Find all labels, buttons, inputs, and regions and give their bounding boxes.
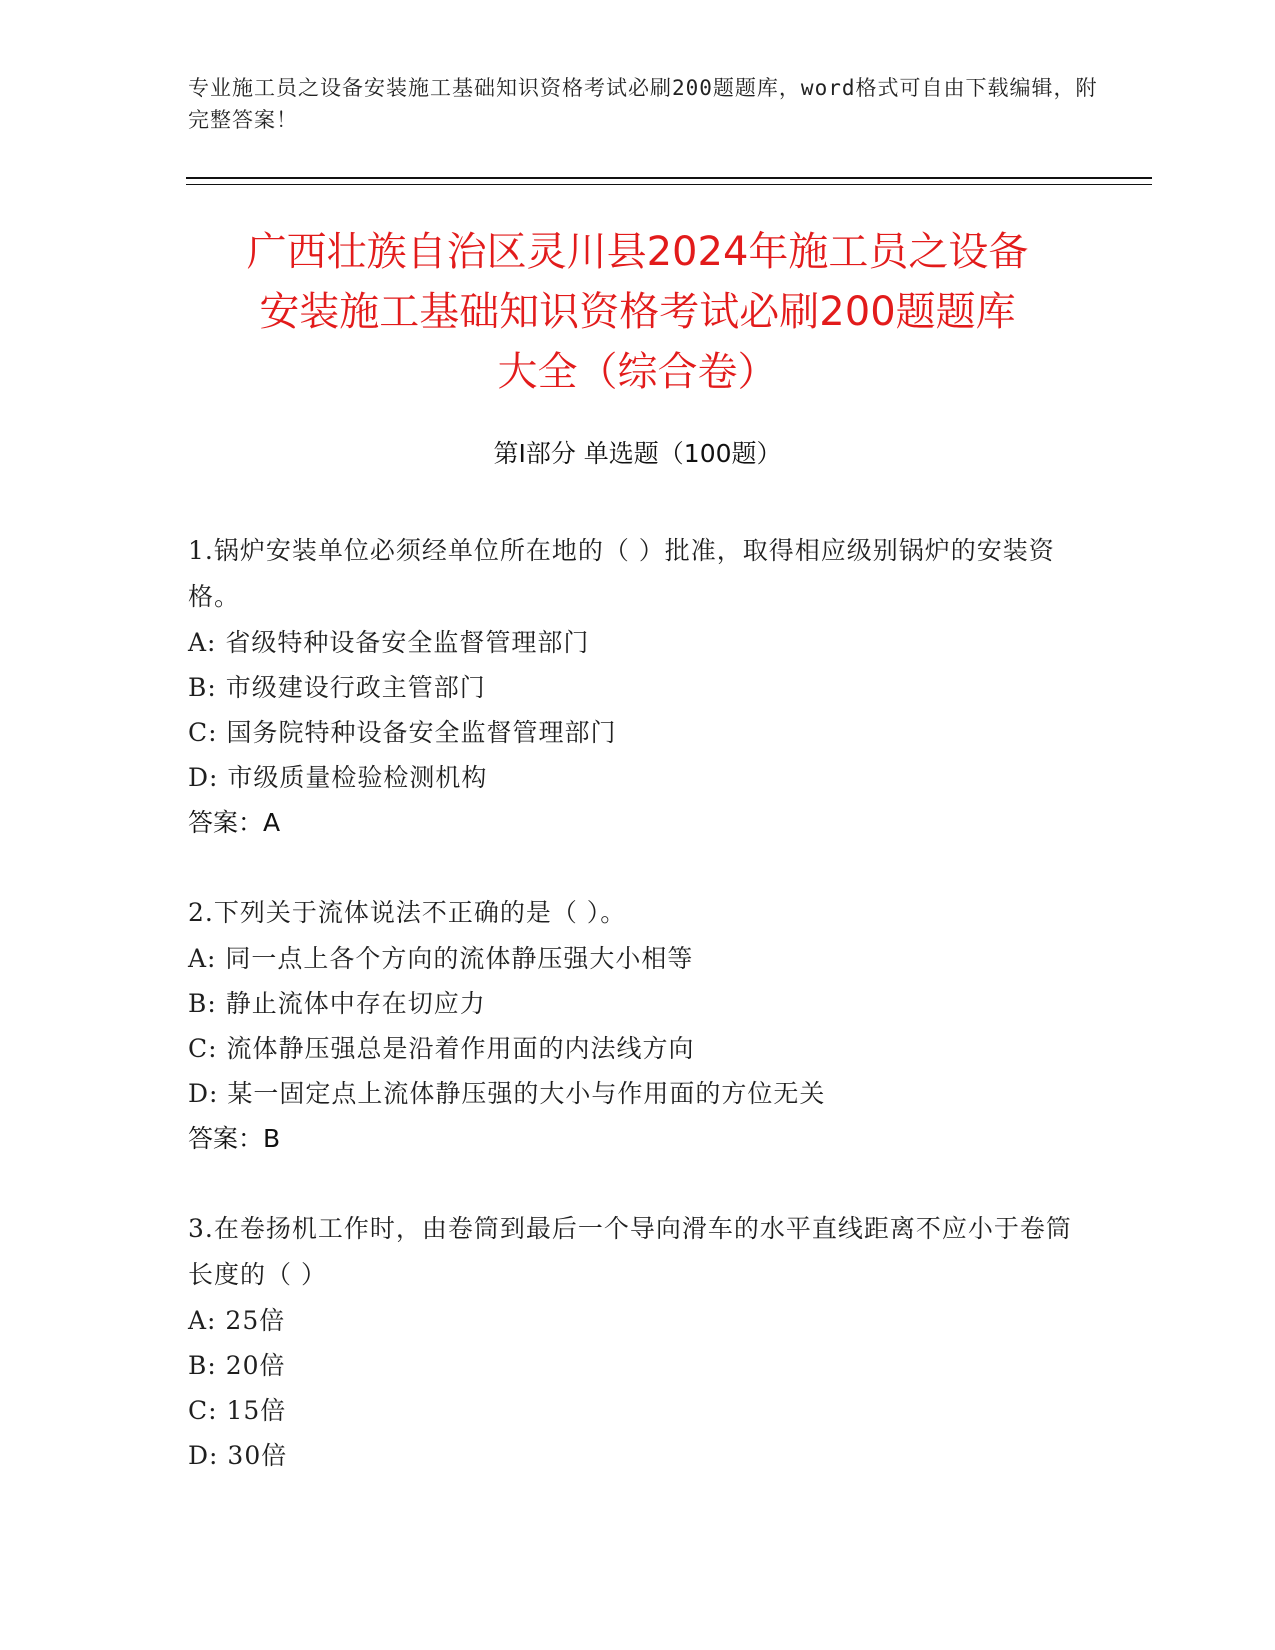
question-option-c: C: 15倍: [188, 1396, 287, 1425]
header-divider-thick: [186, 177, 1152, 179]
question-stem: 1.锅炉安装单位必须经单位所在地的（ ）批准，取得相应级别锅炉的安装资格。: [188, 536, 1055, 611]
document-title-line: 广西壮族自治区灵川县2024年施工员之设备: [246, 229, 1029, 275]
document-title-line: 安装施工基础知识资格考试必刷200题题库: [259, 289, 1016, 335]
header-divider-thin: [186, 184, 1152, 185]
document-title: [160, 222, 1115, 402]
question-stem: 2.下列关于流体说法不正确的是（ ）。: [188, 898, 627, 927]
question-option-d: D: 市级质量检验检测机构: [188, 763, 488, 792]
question-list: [188, 528, 1088, 1522]
question-stem: 3.在卷扬机工作时，由卷筒到最后一个导向滑车的水平直线距离不应小于卷筒长度的（ ）: [188, 1214, 1072, 1289]
question-item: [188, 528, 1088, 846]
question-answer: 答案：B: [188, 1124, 281, 1153]
section-title: 第I部分 单选题（100题）: [493, 439, 782, 468]
question-option-c: C: 流体静压强总是沿着作用面的内法线方向: [188, 1034, 695, 1063]
question-option-c: C: 国务院特种设备安全监督管理部门: [188, 718, 617, 747]
question-option-b: B: 20倍: [188, 1351, 286, 1380]
document-title-line: 大全（综合卷）: [497, 349, 778, 395]
question-item: [188, 1206, 1088, 1478]
question-option-a: A: 25倍: [188, 1306, 286, 1335]
question-option-d: D: 某一固定点上流体静压强的大小与作用面的方位无关: [188, 1079, 826, 1108]
question-item: [188, 890, 1088, 1162]
header-note: 专业施工员之设备安装施工基础知识资格考试必刷200题题库，word格式可自由下载编辑，附完整答案！: [188, 76, 1098, 132]
question-answer: 答案：A: [188, 808, 281, 837]
question-option-a: A: 省级特种设备安全监督管理部门: [188, 628, 590, 657]
question-option-a: A: 同一点上各个方向的流体静压强大小相等: [188, 944, 694, 973]
question-option-d: D: 30倍: [188, 1441, 288, 1470]
question-option-b: B: 市级建设行政主管部门: [188, 673, 486, 702]
question-option-b: B: 静止流体中存在切应力: [188, 989, 486, 1018]
